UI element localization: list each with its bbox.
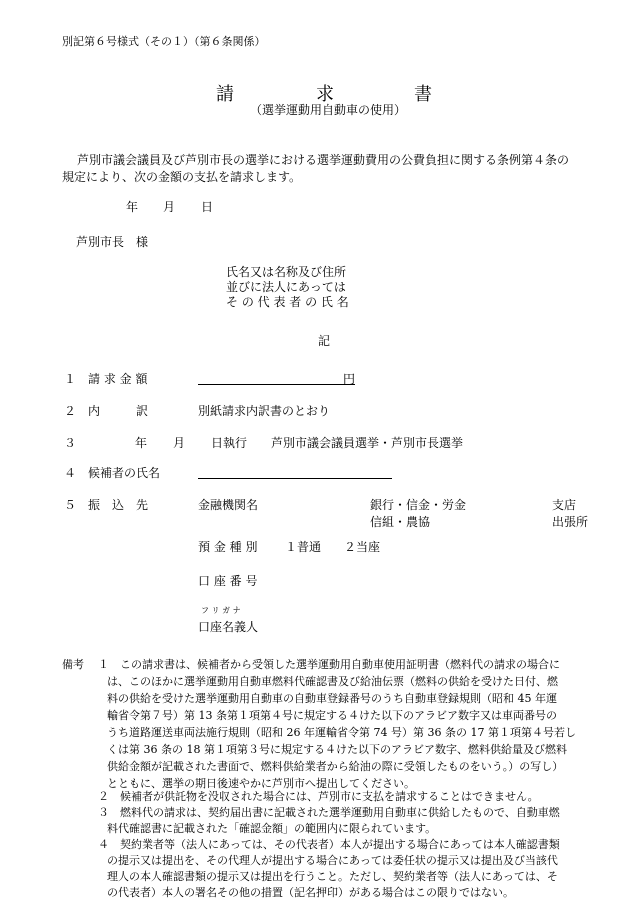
item-4-label: 候補者の氏名 bbox=[88, 466, 161, 480]
item-3-year: 年 bbox=[135, 436, 148, 450]
note-4-line-2: の提示又は提出を、その代理人が提出する場合にあっては委任状の提示又は提出及び当該代 bbox=[107, 854, 558, 867]
date-month: 月 bbox=[163, 200, 176, 214]
title-char-3: 書 bbox=[414, 84, 432, 105]
bank-types-2: 信組・農協 bbox=[370, 515, 431, 529]
claimant-line-1: 氏名又は名称及び住所 bbox=[226, 265, 347, 279]
account-type-2[interactable]: ２当座 bbox=[344, 540, 381, 554]
bank-types-1: 銀行・信金・労金 bbox=[370, 498, 467, 512]
note-1-line-8: とともに、選挙の期日後速やかに芦別市へ提出してください。 bbox=[107, 777, 415, 790]
note-3-line-1: 燃料代の請求は、契約届出書に記載された選挙運動用自動車に供給したもので、自動車燃 bbox=[120, 806, 560, 819]
account-type-label: 預 金 種 別 bbox=[198, 540, 258, 554]
note-1-line-6: くは第 36 条の 18 第１項第３号に規定する４けた以下のアラビア数字、燃料供給量及び燃料 bbox=[107, 743, 567, 756]
date-day: 日 bbox=[201, 200, 214, 214]
item-3-value: 芦別市議会議員選挙・芦別市長選挙 bbox=[271, 436, 464, 450]
notes-label: 備考 bbox=[62, 658, 84, 671]
item-2-label: 内 訳 bbox=[88, 404, 149, 418]
holder-label: 口座名義人 bbox=[198, 620, 259, 634]
note-4-num: ４ bbox=[98, 838, 109, 851]
claimant-line-2: 並びに法人にあっては bbox=[226, 280, 346, 294]
title-char-2: 求 bbox=[316, 84, 334, 105]
item-3-num: ３ bbox=[64, 436, 77, 450]
note-1-line-1: この請求書は、候補者から受領した選挙運動用自動車使用証明書（燃料代の請求の場合に bbox=[120, 658, 560, 671]
note-1-line-5: うち道路運送車両法施行規則（昭和 26 年運輸省令第 74 号）第 36 条の 17 第１項第４号若し bbox=[107, 726, 576, 739]
furigana-label: フ リ ガ ナ bbox=[201, 606, 241, 615]
body-line-2: 規定により、次の金額の支払を請求します。 bbox=[62, 170, 302, 184]
note-4-line-1: 契約業者等（法人にあっては、その代表者）本人が提出する場合にあっては本人確認書類 bbox=[120, 838, 560, 851]
item-5-label: 振 込 先 bbox=[88, 498, 149, 512]
note-1-num: １ bbox=[98, 658, 109, 671]
title-char-1: 請 bbox=[216, 84, 234, 105]
item-1-num: １ bbox=[64, 372, 77, 386]
item-2-num: ２ bbox=[64, 404, 77, 418]
branch-1: 支店 bbox=[552, 498, 577, 512]
subtitle: （選挙運動用自動車の使用） bbox=[250, 103, 407, 117]
note-3-line-2: 料代確認書に記載された「確認金額」の範囲内に限られています。 bbox=[107, 822, 437, 835]
note-4-line-3: 理人の本人確認書類の提示又は提出を行うこと。ただし、契約業者等（法人にあっては、そ bbox=[107, 870, 558, 883]
candidate-name-line[interactable] bbox=[198, 478, 392, 479]
item-4-num: ４ bbox=[64, 466, 77, 480]
branch-2: 出張所 bbox=[552, 515, 589, 529]
item-5-num: ５ bbox=[64, 498, 77, 512]
note-1-line-4: 輸省令第７号）第 13 条第１項第４号に規定する４けた以下のアラビア数字又は車両番号の bbox=[107, 709, 557, 722]
note-2-line-1: 候補者が供託物を没収された場合には、芦別市に支払を請求することはできません。 bbox=[120, 790, 539, 803]
account-type-1[interactable]: １普通 bbox=[285, 540, 322, 554]
note-1-line-2: は、このほかに選挙運動用自動車燃料代確認書及び給油伝票（燃料の供給を受けた日付、燃 bbox=[107, 675, 558, 688]
bank-label: 金融機関名 bbox=[198, 498, 259, 512]
note-3-num: ３ bbox=[98, 806, 109, 819]
form-id: 別記第６号様式（その１）（第６条関係） bbox=[62, 35, 266, 48]
item-1-label: 請 求 金 額 bbox=[88, 372, 148, 386]
amount-line[interactable] bbox=[198, 384, 355, 385]
claimant-line-3: そ の 代 表 者 の 氏 名 bbox=[226, 295, 349, 309]
date-year: 年 bbox=[126, 200, 139, 214]
note-2-num: ２ bbox=[98, 790, 109, 803]
addressee: 芦別市長 様 bbox=[76, 235, 149, 249]
item-3-day: 日執行 bbox=[211, 436, 248, 450]
ki-heading: 記 bbox=[318, 334, 331, 348]
note-1-line-7: 供給金額が記載された書面で、燃料供給業者から給油の際に受領したものをいう。）の写し） bbox=[107, 760, 564, 773]
item-2-value: 別紙請求内訳書のとおり bbox=[198, 404, 331, 418]
yen-unit: 円 bbox=[343, 372, 356, 386]
note-4-line-4: の代表者）本人の署名その他の措置（記名押印）がある場合はこの限りではない。 bbox=[107, 886, 514, 899]
note-1-line-3: 料の供給を受けた選挙運動用自動車の自動車登録番号のうち自動車登録規則（昭和 45 年運 bbox=[107, 692, 557, 705]
item-3-month: 月 bbox=[173, 436, 186, 450]
body-line-1: 芦別市議会議員及び芦別市長の選挙における選挙運動費用の公費負担に関する条例第４条の bbox=[77, 153, 570, 167]
account-no-label: 口 座 番 号 bbox=[198, 574, 258, 588]
